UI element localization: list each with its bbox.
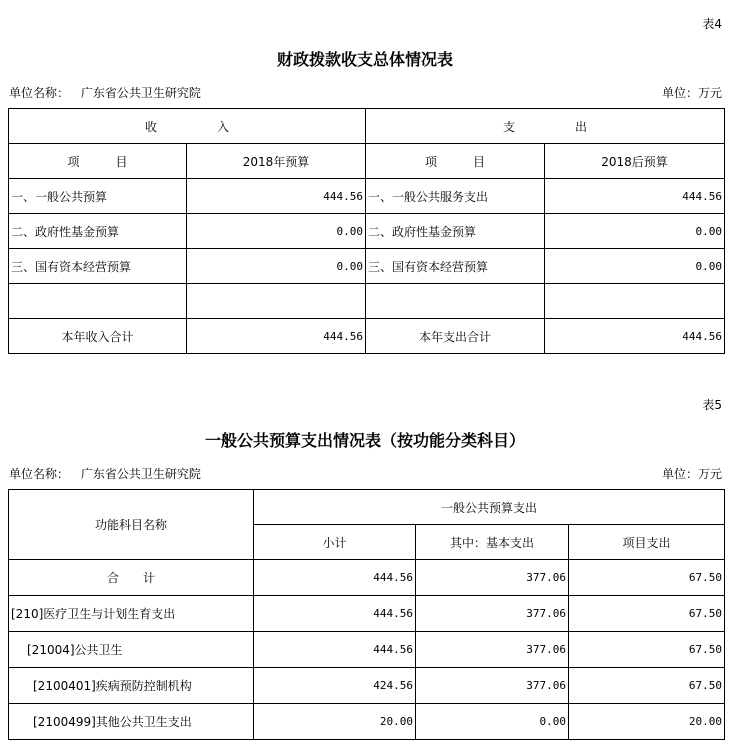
header-basic: 其中：基本支出 <box>416 525 569 560</box>
income-value: 0.00 <box>187 249 366 284</box>
subject-name: [2100401]疾病预防控制机构 <box>9 668 254 704</box>
expense-total-value: 444.56 <box>545 319 725 354</box>
unit-label: 单位名称： <box>9 86 70 100</box>
general-budget-table <box>8 489 725 740</box>
header-income-item: 项 目 <box>9 144 187 179</box>
expense-item: 一、一般公共服务支出 <box>366 179 545 214</box>
table-row <box>9 249 725 284</box>
basic-value: 377.06 <box>416 560 569 596</box>
basic-value: 377.06 <box>416 596 569 632</box>
income-item: 二、政府性基金预算 <box>9 214 187 249</box>
empty-cell <box>9 284 187 319</box>
unit-name-row-1 <box>9 84 201 101</box>
table-number-5: 表5 <box>702 398 722 412</box>
unit-label: 单位名称： <box>9 467 70 481</box>
subject-name: [21004]公共卫生 <box>9 632 254 668</box>
subject-name: [210]医疗卫生与计划生育支出 <box>9 596 254 632</box>
income-total-label: 本年收入合计 <box>9 319 187 354</box>
project-value: 67.50 <box>569 596 725 632</box>
table-number-4: 表4 <box>702 17 722 31</box>
expense-item: 三、国有资本经营预算 <box>366 249 545 284</box>
table-row <box>9 596 725 632</box>
subject-name: [2100499]其他公共卫生支出 <box>9 704 254 740</box>
expense-value: 0.00 <box>545 249 725 284</box>
basic-value: 0.00 <box>416 704 569 740</box>
total-row <box>9 319 725 354</box>
unit-name: 广东省公共卫生研究院 <box>80 86 201 100</box>
income-item: 三、国有资本经营预算 <box>9 249 187 284</box>
page-title-general-budget: 一般公共预算支出情况表（按功能分类科目） <box>204 431 525 450</box>
fiscal-overview-table <box>8 108 725 354</box>
header-expense-budget: 2018后预算 <box>545 144 725 179</box>
subtotal-value: 424.56 <box>254 668 416 704</box>
table-row <box>9 214 725 249</box>
project-value: 20.00 <box>569 704 725 740</box>
expense-item: 二、政府性基金预算 <box>366 214 545 249</box>
currency-unit-2: 单位：万元 <box>661 467 722 481</box>
subtotal-value: 444.56 <box>254 560 416 596</box>
header-expense-item: 项 目 <box>366 144 545 179</box>
unit-name-row-2 <box>9 465 201 482</box>
header-subject: 功能科目名称 <box>9 490 254 560</box>
project-value: 67.50 <box>569 668 725 704</box>
header-expense: 支 出 <box>366 109 725 144</box>
subtotal-value: 444.56 <box>254 596 416 632</box>
table-row <box>9 668 725 704</box>
project-value: 67.50 <box>569 560 725 596</box>
empty-cell <box>545 284 725 319</box>
project-value: 67.50 <box>569 632 725 668</box>
header-project: 项目支出 <box>569 525 725 560</box>
empty-row <box>9 284 725 319</box>
basic-value: 377.06 <box>416 668 569 704</box>
table-row <box>9 560 725 596</box>
table-row <box>9 704 725 740</box>
basic-value: 377.06 <box>416 632 569 668</box>
expense-value: 444.56 <box>545 179 725 214</box>
header-income: 收 入 <box>9 109 366 144</box>
table-row <box>9 179 725 214</box>
subtotal-value: 20.00 <box>254 704 416 740</box>
header-income-budget: 2018年预算 <box>187 144 366 179</box>
expense-total-label: 本年支出合计 <box>366 319 545 354</box>
currency-unit-1: 单位：万元 <box>661 86 722 100</box>
header-subtotal: 小计 <box>254 525 416 560</box>
unit-name: 广东省公共卫生研究院 <box>80 467 201 481</box>
subject-name: 合 计 <box>9 560 254 596</box>
income-value: 0.00 <box>187 214 366 249</box>
empty-cell <box>366 284 545 319</box>
subtotal-value: 444.56 <box>254 632 416 668</box>
income-value: 444.56 <box>187 179 366 214</box>
income-total-value: 444.56 <box>187 319 366 354</box>
empty-cell <box>187 284 366 319</box>
header-group: 一般公共预算支出 <box>254 490 725 525</box>
table-row <box>9 632 725 668</box>
income-item: 一、一般公共预算 <box>9 179 187 214</box>
page-title-fiscal-overview: 财政拨款收支总体情况表 <box>276 50 453 69</box>
expense-value: 0.00 <box>545 214 725 249</box>
